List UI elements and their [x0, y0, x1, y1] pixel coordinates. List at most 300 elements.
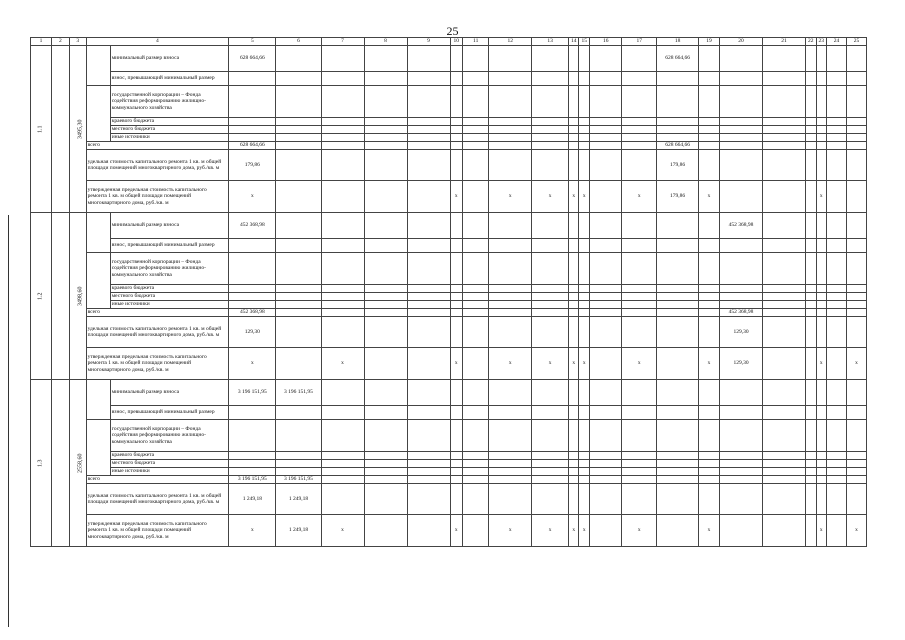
empty-cell	[229, 420, 276, 452]
empty-cell	[321, 476, 364, 484]
empty-cell	[569, 460, 579, 468]
empty-cell	[826, 285, 846, 293]
empty-cell	[589, 142, 622, 150]
empty-cell	[826, 126, 846, 134]
empty-cell	[826, 317, 846, 348]
empty-cell	[846, 134, 866, 142]
row-label-unit-cost: удельная стоимость капитального ремонта 1 кв. м общей площади помещений многоквартирного дома, руб./кв. м	[86, 317, 229, 348]
empty-cell	[589, 72, 622, 86]
empty-cell	[699, 126, 720, 134]
empty-cell	[569, 118, 579, 126]
empty-cell	[806, 484, 816, 515]
empty-cell	[407, 118, 450, 126]
empty-cell	[763, 86, 806, 118]
empty-cell	[589, 380, 622, 406]
empty-cell	[489, 476, 532, 484]
empty-cell	[622, 126, 657, 134]
empty-cell	[816, 150, 826, 181]
empty-cell	[463, 476, 489, 484]
empty-cell	[720, 380, 763, 406]
empty-cell	[763, 301, 806, 309]
empty-cell	[589, 348, 622, 380]
empty-cell	[816, 309, 826, 317]
empty-cell	[463, 46, 489, 72]
empty-cell	[463, 468, 489, 476]
empty-cell	[806, 476, 816, 484]
row-label-limit-cost: утвержденная предельная стоимость капитального ремонта 1 кв. м общей площади помещений многоквартирного дома, руб./кв. м	[86, 181, 229, 213]
empty-cell	[816, 253, 826, 285]
table-row	[31, 239, 867, 253]
empty-cell	[276, 150, 321, 181]
empty-cell	[826, 142, 846, 150]
empty-cell	[806, 317, 816, 348]
empty-cell	[364, 181, 407, 213]
row-label-unit-cost: удельная стоимость капитального ремонта 1 кв. м общей площади помещений многоквартирного дома, руб./кв. м	[86, 150, 229, 181]
empty-cell	[489, 484, 532, 515]
column-number: 22	[806, 38, 816, 46]
empty-cell	[532, 476, 569, 484]
empty-cell	[364, 309, 407, 317]
empty-cell	[846, 46, 866, 72]
empty-cell	[657, 484, 699, 515]
empty-cell	[657, 239, 699, 253]
empty-cell	[720, 126, 763, 134]
empty-cell	[657, 317, 699, 348]
empty-cell	[657, 515, 699, 547]
empty-cell	[763, 317, 806, 348]
empty-cell	[579, 213, 589, 239]
empty-cell	[463, 118, 489, 126]
empty-cell	[450, 380, 463, 406]
empty-cell	[579, 239, 589, 253]
empty-cell	[407, 420, 450, 452]
row-label-min-contrib: минимальный размер взноса	[110, 46, 229, 72]
empty-cell	[657, 213, 699, 239]
empty-cell	[846, 317, 866, 348]
empty-cell	[532, 213, 569, 239]
empty-cell	[321, 452, 364, 460]
empty-cell	[532, 253, 569, 285]
empty-cell	[763, 150, 806, 181]
empty-cell	[364, 213, 407, 239]
x-mark: х	[816, 181, 826, 213]
table-row	[31, 380, 867, 406]
empty-cell	[450, 253, 463, 285]
row-label-regional: краевого бюджета	[110, 118, 229, 126]
x-mark: х	[532, 515, 569, 547]
empty-cell	[489, 309, 532, 317]
empty-cell	[806, 86, 816, 118]
x-mark: х	[489, 515, 532, 547]
empty-cell	[569, 72, 579, 86]
empty-cell	[321, 285, 364, 293]
support-measures-group	[86, 86, 110, 142]
empty-cell	[569, 285, 579, 293]
value-cell: 452 368,98	[720, 213, 763, 239]
empty-cell	[622, 406, 657, 420]
empty-cell	[657, 293, 699, 301]
empty-cell	[846, 460, 866, 468]
empty-cell	[229, 134, 276, 142]
column-number: 2	[51, 38, 69, 46]
empty-cell	[489, 142, 532, 150]
x-mark: х	[699, 181, 720, 213]
empty-cell	[720, 515, 763, 547]
empty-cell	[321, 134, 364, 142]
column-number: 1	[31, 38, 52, 46]
empty-cell	[579, 420, 589, 452]
empty-cell	[846, 142, 866, 150]
empty-cell	[699, 253, 720, 285]
empty-cell	[450, 46, 463, 72]
empty-cell	[463, 406, 489, 420]
empty-cell	[816, 484, 826, 515]
empty-cell	[826, 253, 846, 285]
empty-cell	[407, 293, 450, 301]
empty-cell	[806, 126, 816, 134]
empty-cell	[463, 72, 489, 86]
empty-cell	[826, 213, 846, 239]
empty-cell	[463, 460, 489, 468]
empty-cell	[364, 476, 407, 484]
empty-cell	[569, 150, 579, 181]
empty-cell	[579, 380, 589, 406]
empty-cell	[763, 484, 806, 515]
empty-cell	[450, 150, 463, 181]
row-label-local: местного бюджета	[110, 460, 229, 468]
empty-cell	[622, 134, 657, 142]
x-mark: х	[579, 181, 589, 213]
empty-cell	[720, 181, 763, 213]
empty-cell	[806, 142, 816, 150]
empty-cell	[276, 118, 321, 126]
empty-cell	[321, 142, 364, 150]
empty-cell	[364, 239, 407, 253]
empty-cell	[589, 126, 622, 134]
empty-cell	[816, 86, 826, 118]
empty-cell	[846, 301, 866, 309]
empty-cell	[489, 239, 532, 253]
column-number: 23	[816, 38, 826, 46]
empty-cell	[816, 126, 826, 134]
empty-cell	[763, 452, 806, 460]
empty-cell	[763, 460, 806, 468]
empty-cell	[763, 239, 806, 253]
empty-cell	[579, 406, 589, 420]
margin-line	[8, 215, 9, 627]
row-label-state-corp: государственной корпорации – Фонда содействия реформированию жилищно-коммунального хозяйства	[110, 86, 229, 118]
empty-cell	[763, 126, 806, 134]
empty-cell	[569, 317, 579, 348]
block-address	[51, 46, 69, 213]
empty-cell	[407, 476, 450, 484]
empty-cell	[569, 239, 579, 253]
empty-cell	[276, 420, 321, 452]
column-number-row	[31, 38, 867, 46]
value-cell: 129,30	[720, 317, 763, 348]
x-mark: х	[489, 181, 532, 213]
empty-cell	[622, 46, 657, 72]
empty-cell	[407, 515, 450, 547]
empty-cell	[846, 484, 866, 515]
empty-cell	[229, 301, 276, 309]
value-cell: 179,86	[229, 150, 276, 181]
empty-cell	[763, 420, 806, 452]
table-row	[31, 317, 867, 348]
empty-cell	[463, 317, 489, 348]
column-number: 5	[229, 38, 276, 46]
empty-cell	[806, 348, 816, 380]
x-mark: х	[321, 348, 364, 380]
column-number: 16	[589, 38, 622, 46]
empty-cell	[622, 86, 657, 118]
empty-cell	[229, 118, 276, 126]
empty-cell	[463, 239, 489, 253]
empty-cell	[569, 406, 579, 420]
empty-cell	[229, 126, 276, 134]
table-row	[31, 72, 867, 86]
value-cell: 1 249,18	[229, 484, 276, 515]
empty-cell	[589, 239, 622, 253]
empty-cell	[489, 380, 532, 406]
empty-cell	[569, 452, 579, 460]
empty-cell	[806, 515, 816, 547]
empty-cell	[532, 285, 569, 293]
empty-cell	[450, 476, 463, 484]
empty-cell	[806, 460, 816, 468]
empty-cell	[532, 452, 569, 460]
empty-cell	[720, 72, 763, 86]
block-number	[31, 380, 52, 547]
empty-cell	[463, 420, 489, 452]
empty-cell	[763, 181, 806, 213]
empty-cell	[407, 348, 450, 380]
empty-cell	[763, 348, 806, 380]
x-mark: х	[816, 348, 826, 380]
empty-cell	[321, 253, 364, 285]
empty-cell	[364, 118, 407, 126]
empty-cell	[763, 253, 806, 285]
empty-cell	[622, 118, 657, 126]
block-area-text: 2558,60	[77, 453, 84, 473]
empty-cell	[229, 468, 276, 476]
empty-cell	[579, 142, 589, 150]
empty-cell	[450, 460, 463, 468]
empty-cell	[407, 317, 450, 348]
row-label-min-contrib: минимальный размер взноса	[110, 380, 229, 406]
empty-cell	[699, 213, 720, 239]
empty-cell	[806, 452, 816, 460]
empty-cell	[806, 285, 816, 293]
x-mark: х	[450, 348, 463, 380]
empty-cell	[321, 86, 364, 118]
empty-cell	[364, 150, 407, 181]
empty-cell	[489, 46, 532, 72]
empty-cell	[407, 46, 450, 72]
value-cell: 628 664,66	[229, 142, 276, 150]
empty-cell	[579, 484, 589, 515]
empty-cell	[450, 452, 463, 460]
empty-cell	[407, 86, 450, 118]
empty-cell	[579, 293, 589, 301]
empty-cell	[450, 86, 463, 118]
empty-cell	[622, 213, 657, 239]
empty-cell	[463, 380, 489, 406]
table-row	[31, 118, 867, 126]
empty-cell	[657, 420, 699, 452]
empty-cell	[579, 468, 589, 476]
empty-cell	[276, 285, 321, 293]
empty-cell	[816, 118, 826, 126]
empty-cell	[826, 460, 846, 468]
empty-cell	[321, 301, 364, 309]
empty-cell	[806, 420, 816, 452]
empty-cell	[806, 118, 816, 126]
empty-cell	[276, 142, 321, 150]
block-number	[31, 46, 52, 213]
table-row	[31, 515, 867, 547]
column-number: 21	[763, 38, 806, 46]
empty-cell	[622, 476, 657, 484]
x-mark: х	[450, 181, 463, 213]
empty-cell	[450, 468, 463, 476]
empty-cell	[450, 420, 463, 452]
table-row	[31, 46, 867, 72]
empty-cell	[720, 476, 763, 484]
empty-cell	[720, 46, 763, 72]
value-cell: 1 249,18	[276, 515, 321, 547]
empty-cell	[579, 301, 589, 309]
empty-cell	[532, 142, 569, 150]
block-area	[69, 380, 86, 547]
empty-cell	[846, 150, 866, 181]
table-row	[31, 309, 867, 317]
empty-cell	[489, 134, 532, 142]
column-number: 20	[720, 38, 763, 46]
x-mark: х	[450, 515, 463, 547]
empty-cell	[589, 484, 622, 515]
empty-cell	[657, 452, 699, 460]
empty-cell	[532, 150, 569, 181]
empty-cell	[229, 460, 276, 468]
empty-cell	[407, 72, 450, 86]
empty-cell	[276, 46, 321, 72]
empty-cell	[589, 46, 622, 72]
empty-cell	[657, 86, 699, 118]
empty-cell	[450, 301, 463, 309]
column-number: 11	[463, 38, 489, 46]
x-mark: х	[532, 181, 569, 213]
empty-cell	[364, 46, 407, 72]
empty-cell	[579, 452, 589, 460]
empty-cell	[699, 150, 720, 181]
x-mark: х	[846, 348, 866, 380]
column-number: 13	[532, 38, 569, 46]
table-row	[31, 293, 867, 301]
empty-cell	[763, 285, 806, 293]
row-label-local: местного бюджета	[110, 126, 229, 134]
empty-cell	[532, 293, 569, 301]
empty-cell	[364, 285, 407, 293]
empty-cell	[276, 72, 321, 86]
column-number: 24	[826, 38, 846, 46]
block-area-text: 3495,30	[77, 119, 84, 139]
empty-cell	[826, 118, 846, 126]
empty-cell	[763, 476, 806, 484]
row-label-total: всего	[86, 142, 229, 150]
empty-cell	[450, 126, 463, 134]
empty-cell	[826, 468, 846, 476]
empty-cell	[589, 317, 622, 348]
empty-cell	[589, 285, 622, 293]
empty-cell	[816, 72, 826, 86]
empty-cell	[699, 420, 720, 452]
x-mark: х	[229, 181, 276, 213]
column-number: 6	[276, 38, 321, 46]
empty-cell	[489, 213, 532, 239]
empty-cell	[321, 181, 364, 213]
empty-cell	[657, 468, 699, 476]
empty-cell	[763, 406, 806, 420]
empty-cell	[364, 406, 407, 420]
empty-cell	[321, 309, 364, 317]
block-number-text: 1.3	[37, 459, 44, 467]
empty-cell	[364, 134, 407, 142]
empty-cell	[407, 309, 450, 317]
empty-cell	[450, 239, 463, 253]
empty-cell	[763, 46, 806, 72]
empty-cell	[489, 406, 532, 420]
value-cell: 452 368,98	[720, 309, 763, 317]
empty-cell	[276, 86, 321, 118]
empty-cell	[657, 406, 699, 420]
empty-cell	[579, 150, 589, 181]
empty-cell	[589, 452, 622, 460]
empty-cell	[622, 460, 657, 468]
value-cell: 3 196 151,95	[276, 380, 321, 406]
table-row	[31, 452, 867, 460]
empty-cell	[450, 484, 463, 515]
empty-cell	[532, 468, 569, 476]
x-mark: х	[699, 348, 720, 380]
empty-cell	[699, 134, 720, 142]
empty-cell	[720, 239, 763, 253]
empty-cell	[407, 142, 450, 150]
empty-cell	[364, 86, 407, 118]
empty-cell	[826, 484, 846, 515]
owners-funds-group	[86, 46, 110, 86]
empty-cell	[657, 348, 699, 380]
empty-cell	[489, 86, 532, 118]
empty-cell	[699, 317, 720, 348]
empty-cell	[463, 293, 489, 301]
empty-cell	[806, 293, 816, 301]
empty-cell	[699, 380, 720, 406]
table-row	[31, 142, 867, 150]
empty-cell	[657, 134, 699, 142]
empty-cell	[579, 285, 589, 293]
empty-cell	[720, 293, 763, 301]
empty-cell	[622, 301, 657, 309]
empty-cell	[463, 484, 489, 515]
empty-cell	[450, 134, 463, 142]
empty-cell	[699, 301, 720, 309]
empty-cell	[463, 134, 489, 142]
column-number: 4	[86, 38, 229, 46]
block-area	[69, 213, 86, 380]
empty-cell	[276, 460, 321, 468]
column-number: 9	[407, 38, 450, 46]
